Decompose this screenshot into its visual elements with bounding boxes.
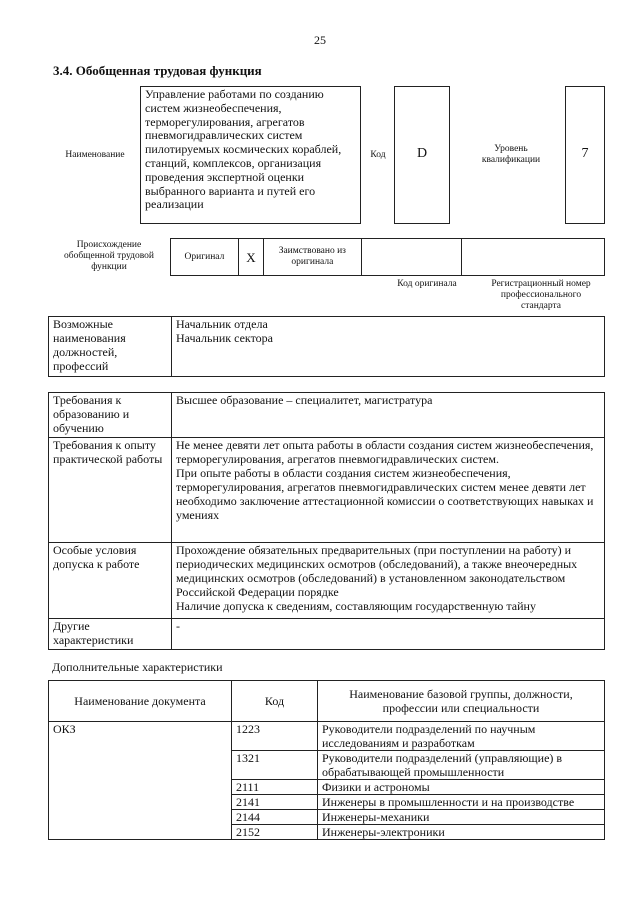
origin-reg-note: Регистрационный номер профессионального стандарта (491, 279, 591, 311)
row-code: 2141 (232, 795, 318, 810)
req-other-value: - (172, 619, 605, 650)
row-name: Физики и астрономы (318, 780, 605, 795)
row-code: 2144 (232, 810, 318, 825)
additional-title: Дополнительные характеристики (52, 660, 223, 674)
origin-original-mark: X (238, 239, 263, 276)
position-item: Начальник отдела (176, 317, 268, 331)
req-conditions-line: Прохождение обязательных предварительных (при поступлении на работу) и периодических медицинских осмотров (обследований), а также внеочередных медицинских осмотров (обследований) в установленном законодательством Российской Федерации порядке (176, 543, 578, 599)
header-group-name: Наименование базовой группы, должности, профессии или специальности (318, 681, 605, 722)
origin-code-note: Код оригинала (397, 279, 457, 289)
row-name: Руководители подразделений по научным исследованиям и разработкам (318, 722, 605, 751)
row-name: Инженеры в промышленности и на производстве (318, 795, 605, 810)
name-label: Наименование (65, 150, 125, 160)
row-name: Инженеры-электроники (318, 825, 605, 840)
req-experience-line: Не менее девяти лет опыта работы в области создания систем жизнеобеспечения, терморегулирования, агрегатов пневмогидравлических систем. (176, 438, 594, 466)
origin-original-label: Оригинал (171, 239, 239, 276)
qualification-level-box: 7 (565, 86, 605, 224)
header-code: Код (232, 681, 318, 722)
req-conditions-value (172, 543, 605, 619)
row-code: 2152 (232, 825, 318, 840)
function-name-box: Управление работами по созданию систем жизнеобеспечения, терморегулирования, агрегатов пневмогидравлических систем пилотируемых космических кораблей, станций, комплексов, организация проведения экспертной оценки выбранного варианта и путей его реализации (140, 86, 361, 224)
req-experience-value (172, 438, 605, 543)
row-name: Руководители подразделений (управляющие) в обрабатывающей промышленности (318, 751, 605, 780)
function-code-box: D (394, 86, 450, 224)
req-experience-line: При опыте работы в области создания систем жизнеобеспечения, терморегулирования, агрегатов пневмогидравлических систем менее девяти лет необходимо заключение аттестационной комиссии о соответствующих навыках и умениях (176, 466, 594, 522)
req-conditions-label: Особые условия допуска к работе (49, 543, 172, 619)
row-code: 1223 (232, 722, 318, 751)
req-conditions-line: Наличие допуска к сведениям, составляющим государственную тайну (176, 599, 536, 613)
req-education-label: Требования к образованию и обучению (49, 393, 172, 438)
req-other-label: Другие характеристики (49, 619, 172, 650)
origin-table (170, 238, 605, 276)
req-education-value: Высшее образование – специалитет, магистратура (172, 393, 605, 438)
section-title: 3.4. Обобщенная трудовая функция (53, 63, 262, 78)
origin-reg-cell (462, 239, 605, 276)
row-code: 1321 (232, 751, 318, 780)
row-name: Инженеры-механики (318, 810, 605, 825)
req-experience-label: Требования к опыту практической работы (49, 438, 172, 543)
origin-code-cell (361, 239, 462, 276)
positions-values (172, 317, 605, 377)
additional-table (48, 680, 605, 840)
position-item: Начальник сектора (176, 331, 273, 345)
doc-name-cell: ОКЗ (49, 722, 232, 840)
positions-label: Возможные наименования должностей, профессий (49, 317, 172, 377)
row-code: 2111 (232, 780, 318, 795)
qualification-label: Уровень квалификации (481, 144, 541, 165)
origin-label: Происхождение обобщенной трудовой функции (64, 240, 154, 272)
header-document: Наименование документа (49, 681, 232, 722)
positions-table (48, 316, 605, 377)
origin-borrowed-label: Заимствовано из оригинала (263, 239, 361, 276)
code-label: Код (370, 150, 386, 160)
page-number: 25 (314, 33, 326, 47)
requirements-table (48, 392, 605, 650)
